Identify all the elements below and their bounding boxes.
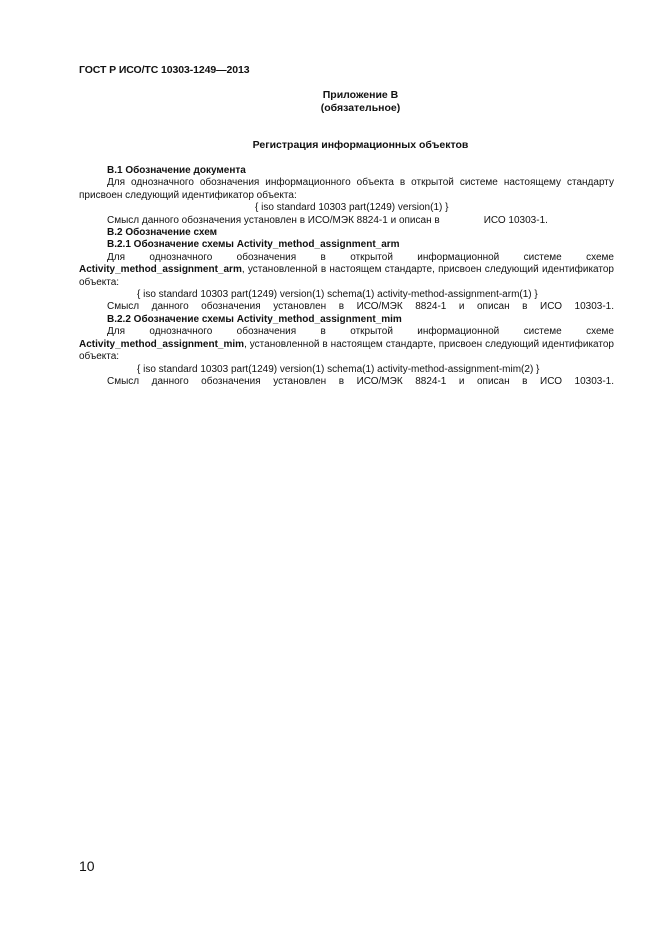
b22-heading: В.2.2 Обозначение схемы Activity_method_assignment_mim [107, 313, 402, 325]
b22-paragraph [79, 326, 614, 363]
annex-title: Приложение В [322, 89, 399, 101]
b22-para-end: , установленной в настоящем стандарте, присвоен следующий идентификатор объекта: [79, 338, 614, 363]
b1-meaning-part1: Смысл данного обозначения установлен в ИСО/МЭК 8824-1 и описан в [107, 214, 440, 226]
b1-heading: В.1 Обозначение документа [107, 165, 246, 176]
b21-heading: В.2.1 Обозначение схемы Activity_method_assignment_arm [107, 239, 400, 251]
b22-para-start: Для однозначного обозначения в открытой информационной системе схеме [107, 326, 614, 338]
b1-meaning-part2: ИСО 10303-1. [483, 214, 548, 226]
b21-meaning: Смысл данного обозначения установлен в ИСО/МЭК 8824-1 и описан в ИСО 10303-1. [107, 301, 614, 313]
b21-para-start: Для однозначного обозначения в открытой информационной системе схеме [107, 251, 614, 263]
page-number: 10 [79, 858, 95, 874]
b22-meaning: Смысл данного обозначения установлен в ИСО/МЭК 8824-1 и описан в ИСО 10303-1. [107, 375, 614, 387]
b1-meaning [79, 215, 614, 227]
annex-title-block [0, 89, 661, 115]
b21-paragraph [79, 252, 614, 289]
document-body [79, 165, 614, 388]
section-title: Регистрация информационных объектов [252, 139, 469, 151]
b21-schema-name: Activity_method_assignment_arm [79, 264, 242, 276]
b21-identifier: { iso standard 10303 part(1249) version(1) schema(1) activity-method-assignment-arm(1) } [137, 289, 538, 301]
b22-identifier: { iso standard 10303 part(1249) version(1) schema(1) activity-method-assignment-mim(2) } [137, 363, 540, 375]
b22-schema-name: Activity_method_assignment_mim [79, 338, 245, 350]
b1-identifier: { iso standard 10303 part(1249) version(1) } [255, 202, 449, 214]
b2-heading: В.2 Обозначение схем [107, 227, 218, 239]
b1-paragraph: Для однозначного обозначения информационного объекта в открытой системе настоящему стандарту присвоен следующий идентификатор объекта: [79, 177, 614, 201]
annex-subtitle: (обязательное) [320, 102, 401, 114]
standard-header: ГОСТ Р ИСО/ТС 10303-1249—2013 [79, 64, 250, 76]
b21-para-end: , установленной в настоящем стандарте, присвоен следующий идентификатор объекта: [79, 264, 614, 288]
